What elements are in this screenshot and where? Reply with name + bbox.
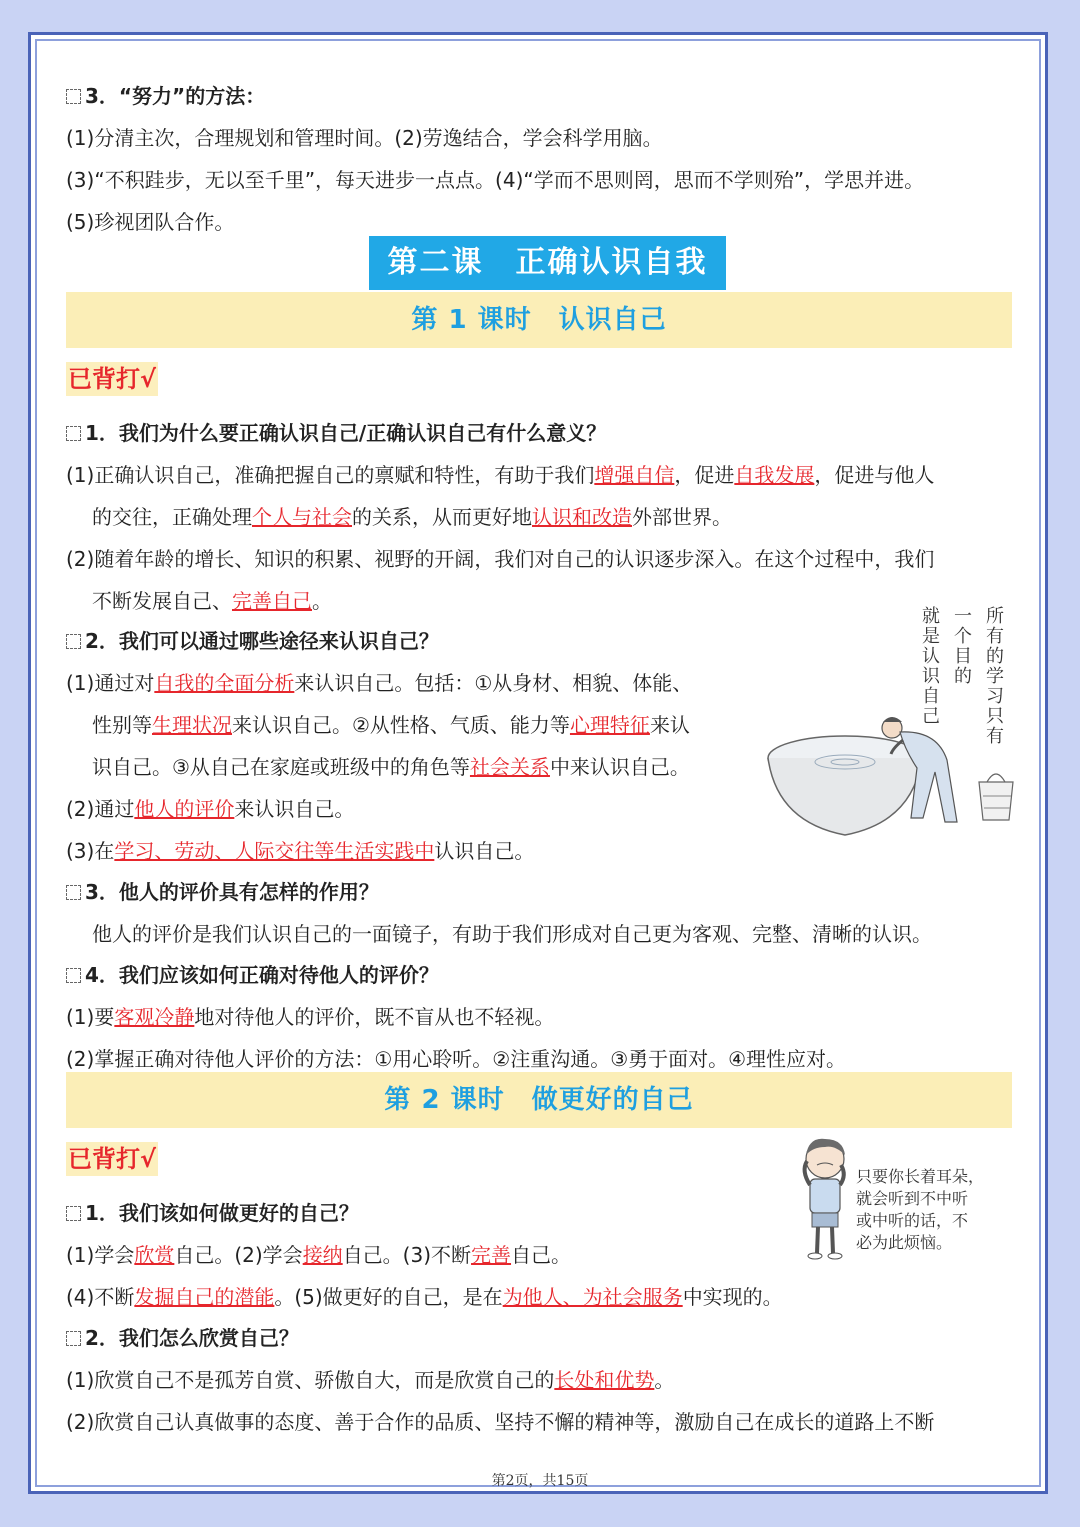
answer-line: (5)珍视团队合作。 — [66, 210, 235, 234]
question-heading: 3．“努力”的方法： — [66, 80, 265, 109]
answer-line: 他人的评价是我们认识自己的一面镜子，有助于我们形成对自己更为客观、完整、清晰的认识。 — [92, 922, 932, 946]
question-heading: 3．他人的评价具有怎样的作用？ — [66, 876, 379, 905]
key-point: 心理特征 — [569, 713, 650, 737]
key-point: 客观冷静 — [114, 1005, 195, 1029]
key-point: 认识和改造 — [532, 505, 632, 529]
page-footer: 第2页，共15页 — [491, 1473, 589, 1489]
checkbox-icon[interactable] — [66, 634, 81, 649]
checkbox-icon[interactable] — [66, 426, 81, 441]
key-point: 接纳 — [302, 1243, 343, 1267]
checkbox-icon[interactable] — [66, 89, 81, 104]
answer-line: (2)掌握正确对待他人评价的方法：①用心聆听。②注重沟通。③勇于面对。④理性应对。 — [66, 1047, 847, 1071]
checkbox-icon[interactable] — [66, 968, 81, 983]
checkbox-icon[interactable] — [66, 885, 81, 900]
key-point: 为他人、为社会服务 — [502, 1285, 683, 1309]
answer-line: (2)随着年龄的增长、知识的积累、视野的开阔，我们对自己的认识逐步深入。在这个过程中，我们 — [66, 547, 935, 571]
key-point: 自我的全面分析 — [154, 671, 295, 695]
recited-label: 已背打√ — [66, 362, 158, 396]
answer-line: (1)正确认识自己，准确把握自己的禀赋和特性，有助于我们增强自信，促进自我发展，促进与他人 — [66, 463, 935, 487]
key-point: 发掘自己的潜能 — [134, 1285, 275, 1309]
key-point: 社会关系 — [469, 755, 550, 779]
speech-bubble: 只要你长着耳朵， 就会听到不中听 或中听的话，不 必为此烦恼。 — [856, 1167, 985, 1252]
question-heading: 1．我们为什么要正确认识自己/正确认识自己有什么意义？ — [66, 417, 606, 446]
illustration-caption: 就是认识自己 — [919, 606, 940, 726]
answer-line: 的交往，正确处理个人与社会的关系，从而更好地认识和改造外部世界。 — [92, 505, 732, 529]
question-heading: 4．我们应该如何正确对待他人的评价？ — [66, 959, 439, 988]
key-point: 增强自信 — [594, 463, 675, 487]
question-heading: 2．我们可以通过哪些途径来认识自己？ — [66, 625, 439, 654]
key-point: 完善 — [471, 1243, 512, 1267]
period-title: 第 1 课时 认识自己 — [66, 292, 1012, 348]
lesson-title: 第二课 正确认识自我 — [369, 236, 726, 290]
key-point: 个人与社会 — [252, 505, 352, 529]
checkbox-icon[interactable] — [66, 1331, 81, 1346]
answer-line: (3)在学习、劳动、人际交往等生活实践中认识自己。 — [66, 839, 535, 863]
checkbox-icon[interactable] — [66, 1206, 81, 1221]
period-title: 第 2 课时 做更好的自己 — [66, 1072, 1012, 1128]
key-point: 学习、劳动、人际交往等生活实践中 — [114, 839, 435, 863]
answer-line: (1)要客观冷静地对待他人的评价，既不盲从也不轻视。 — [66, 1005, 555, 1029]
key-point: 长处和优势 — [554, 1368, 655, 1392]
key-point: 自我发展 — [734, 463, 815, 487]
answer-line: 识自己。③从自己在家庭或班级中的角色等社会关系中来认识自己。 — [92, 755, 690, 779]
illustration-caption: 一个目的 — [951, 606, 972, 686]
answer-line: (2)通过他人的评价来认识自己。 — [66, 797, 355, 821]
answer-line: (1)通过对自我的全面分析来认识自己。包括：①从身材、相貌、体能、 — [66, 671, 693, 695]
key-point: 欣赏 — [134, 1243, 175, 1267]
question-heading: 2．我们怎么欣赏自己？ — [66, 1322, 299, 1351]
answer-line: 性别等生理状况来认识自己。②从性格、气质、能力等心理特征来认 — [92, 713, 690, 737]
recited-label: 已背打√ — [66, 1142, 158, 1176]
key-point: 他人的评价 — [134, 797, 235, 821]
basin-reflection-illustration — [765, 710, 1030, 845]
question-heading: 1．我们该如何做更好的自己？ — [66, 1197, 359, 1226]
boy-covering-ears-illustration — [795, 1135, 855, 1265]
answer-line: (1)学会欣赏自己。(2)学会接纳自己。(3)不断完善自己。 — [66, 1243, 572, 1267]
answer-line: 不断发展自己、完善自己。 — [92, 589, 332, 613]
answer-line: (4)不断发掘自己的潜能。(5)做更好的自己，是在为他人、为社会服务中实现的。 — [66, 1285, 783, 1309]
answer-line: (1)分清主次，合理规划和管理时间。(2)劳逸结合，学会科学用脑。 — [66, 126, 663, 150]
key-point: 完善自己 — [232, 589, 312, 613]
illustration-caption: 所有的学习只有 — [983, 606, 1004, 746]
answer-line: (1)欣赏自己不是孤芳自赏、骄傲自大，而是欣赏自己的长处和优势。 — [66, 1368, 675, 1392]
answer-line: (2)欣赏自己认真做事的态度、善于合作的品质、坚持不懈的精神等，激励自己在成长的道路上不断 — [66, 1410, 935, 1434]
key-point: 生理状况 — [152, 713, 232, 737]
answer-line: (3)“不积跬步，无以至千里”，每天进步一点点。(4)“学而不思则罔，思而不学则殆”，学思并进。 — [66, 168, 925, 192]
